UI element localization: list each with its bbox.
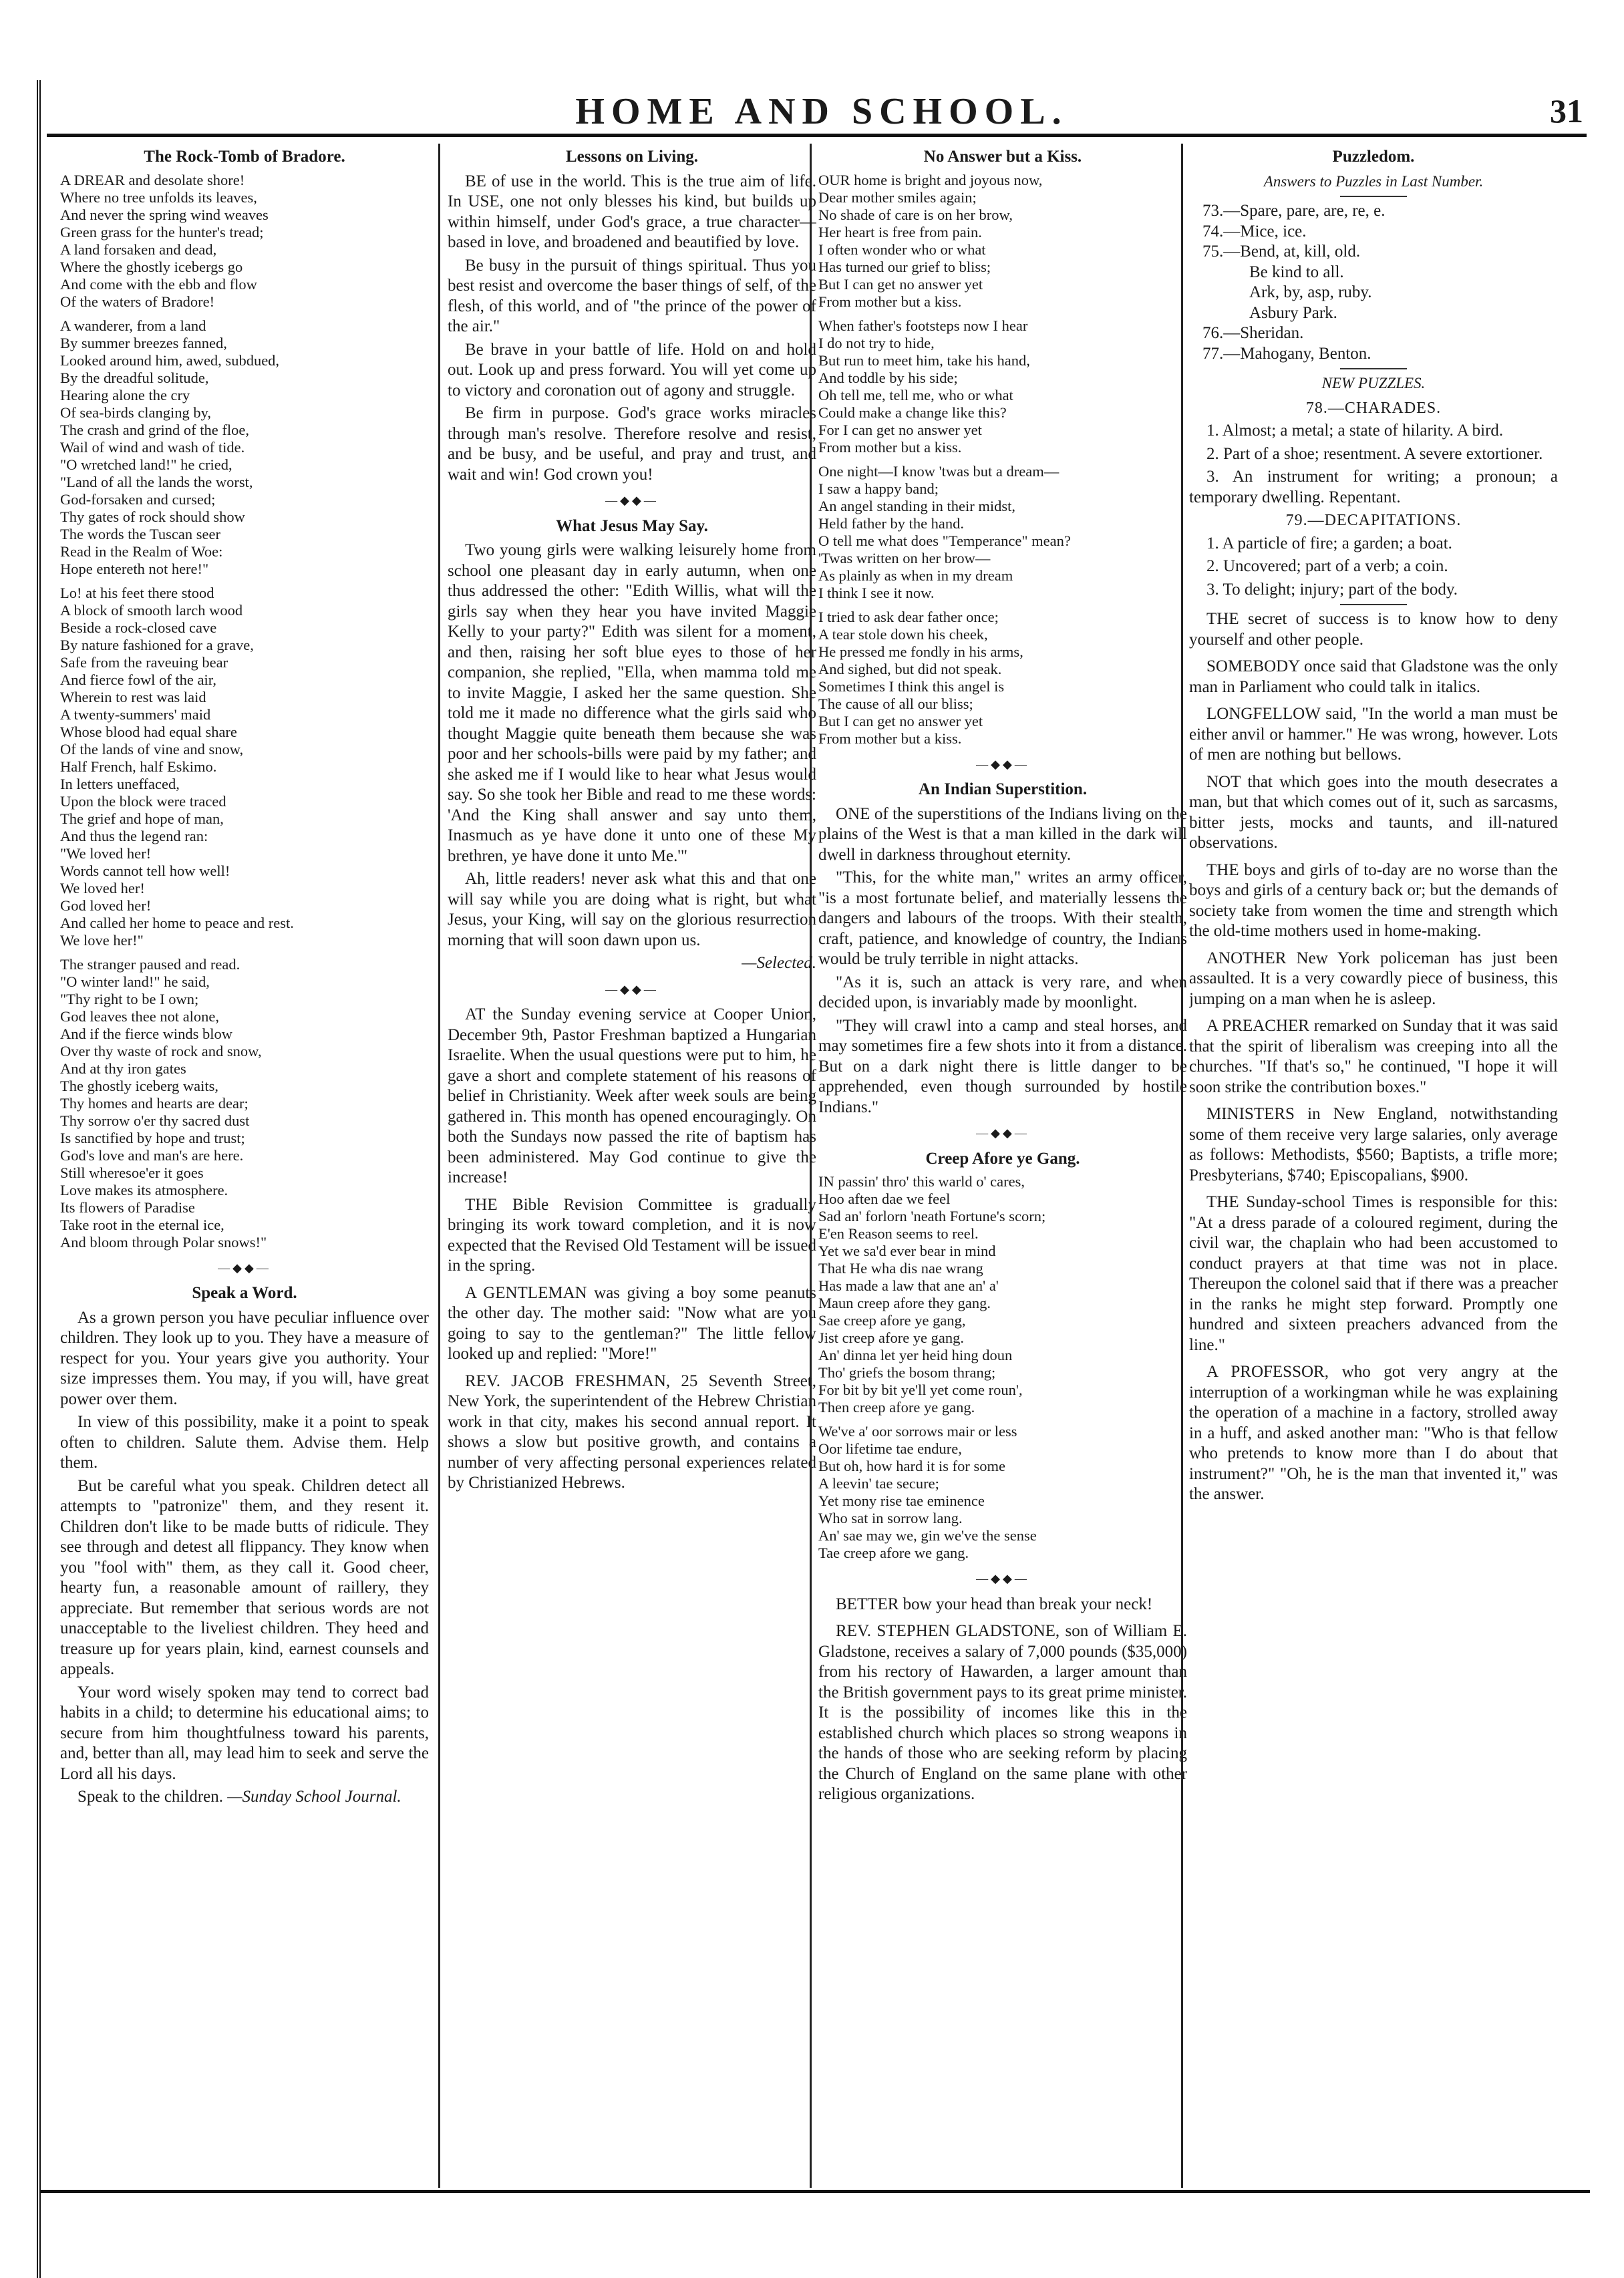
verse-line: Sad an' forlorn 'neath Fortune's scorn;: [818, 1208, 1046, 1225]
verse-line: Tho' griefs the bosom thrang;: [818, 1364, 996, 1381]
masthead: [60, 90, 1583, 130]
puzzledom-title: Puzzledom.: [1332, 148, 1415, 166]
verse-line: The cause of all our bliss;: [818, 695, 973, 712]
kiss-stanza-1: [818, 172, 1187, 311]
verse-line: For bit by bit ye'll yet come roun',: [818, 1381, 1023, 1398]
verse-line: Is sanctified by hope and trust;: [60, 1129, 245, 1146]
kiss-stanza-4: [818, 609, 1187, 748]
column-3: [818, 147, 1187, 2184]
verse-line: Hope entereth not here!": [60, 560, 209, 577]
verse-line: Who sat in sorrow lang.: [818, 1510, 963, 1526]
rock-tomb-stanza-4: [60, 956, 429, 1251]
paragraph: In view of this possibility, make it a point to speak often to children. Salute them. Advise them. Help them.: [60, 1413, 429, 1472]
paragraph: Be firm in purpose. God's grace works miracles through man's resolve. Therefore resolve and resist, and be busy, and be useful, and pray and trust, and wait and win! God crown you!: [448, 404, 816, 484]
news-item: A PREACHER remarked on Sunday that it was said that the spirit of liberalism was creeping into all the churches. "If that's so," he continued, "I hope it will soon strike the contribution boxes.": [1189, 1017, 1558, 1096]
verse-line: Be kind to all.: [1249, 263, 1344, 281]
verse-line: Upon the block were traced: [60, 792, 226, 810]
verse-line: Safe from the raveuing bear: [60, 653, 228, 671]
jesus-credit: [448, 953, 816, 974]
column-2-items: [448, 1005, 816, 1494]
verse-line: Thy sorrow o'er thy sacred dust: [60, 1112, 250, 1129]
verse-line: A DREAR and desolate shore!: [60, 171, 245, 188]
verse-line: I think I see it now.: [818, 584, 935, 601]
verse-line: Has made a law that ane an' a': [818, 1277, 999, 1294]
verse-line: An' dinna let yer heid hing doun: [818, 1347, 1013, 1363]
masthead-title: HOME AND SCHOOL.: [575, 91, 1068, 132]
decapitations-heading: 79.—DECAPITATIONS.: [1285, 512, 1462, 529]
column-4-items: [1189, 609, 1558, 1505]
news-item: REV. JACOB FRESHMAN, 25 Seventh Street, New York, the superintendent of the Hebrew Christian work in that city, makes his second annual report. It shows a slow but positive growth, and contains a number of very affecting personal experiences related by Christianized Hebrews.: [448, 1371, 816, 1492]
verse-line: Of the waters of Bradore!: [60, 293, 215, 310]
speak-word-title: Speak a Word.: [192, 1284, 297, 1302]
rock-tomb-stanza-2: [60, 317, 429, 578]
short-rule: [1340, 196, 1407, 197]
kiss-stanza-3: [818, 463, 1187, 602]
speak-word-credit: —Sunday School Journal.: [227, 1788, 401, 1806]
verse-line: No shade of care is on her brow,: [818, 206, 1013, 223]
verse-line: Then creep afore ye gang.: [818, 1399, 975, 1416]
verse-line: Looked around him, awed, subdued,: [60, 351, 280, 369]
creep-title: Creep Afore ye Gang.: [925, 1149, 1080, 1168]
verse-line: That He wha dis nae wrang: [818, 1260, 983, 1277]
verse-line: We love her!": [60, 931, 144, 949]
section-ornament: —◆◆—: [976, 1126, 1029, 1140]
verse-line: Of sea-birds clanging by,: [60, 403, 211, 421]
verse-line: God-forsaken and cursed;: [60, 490, 216, 508]
verse-line: Wail of wind and wash of tide.: [60, 438, 245, 456]
verse-line: Still wheresoe'er it goes: [60, 1164, 204, 1181]
verse-line: And toddle by his side;: [818, 369, 958, 386]
verse-line: Wherein to rest was laid: [60, 688, 206, 705]
verse-line: Beside a rock-closed cave: [60, 619, 217, 636]
verse-line: We've a' oor sorrows mair or less: [818, 1423, 1017, 1440]
verse-line: The words the Tuscan seer: [60, 525, 220, 542]
bottom-rule: [40, 2190, 1590, 2193]
indian-title: An Indian Superstition.: [918, 780, 1088, 798]
verse-line: When father's footsteps now I hear: [818, 317, 1028, 334]
verse-line: Ark, by, asp, ruby.: [1249, 283, 1372, 301]
verse-line: Love makes its atmosphere.: [60, 1181, 228, 1198]
verse-line: An' sae may we, gin we've the sense: [818, 1527, 1037, 1544]
closing-text: Speak to the children.: [77, 1788, 223, 1806]
verse-line: "Thy right to be I own;: [60, 990, 199, 1007]
verse-line: But oh, how hard it is for some: [818, 1458, 1005, 1474]
verse-line: Maun creep afore they gang.: [818, 1295, 991, 1311]
answers-list: [1189, 201, 1558, 364]
verse-line: "We loved her!: [60, 844, 152, 862]
verse-line: Her heart is free from pain.: [818, 223, 982, 240]
answers-heading: Answers to Puzzles in Last Number.: [1263, 172, 1484, 190]
paragraph: Two young girls were walking leisurely home from school one pleasant day in early autumn, when one thus addressed the other: "Edith Willis, what will the girls say when they hear you have invited Maggie Kelly to your party?" Edith was silent for a moment, and then, raising her soft blue eyes to those of her companion, she replied, "Ella, when mamma told me to invite Maggie, I asked her the same question. She told me it made no difference what the girls said who thought Maggie quite beneath them because she was poor and her schools-bills were paid by my father; and she asked me if I would like to hear what Jesus would say. So she took her Bible and read to me these words: 'And the King shall answer and say unto them, Inasmuch as ye have done it unto one of these My brethren, ye have done it unto Me.'": [448, 541, 816, 865]
paragraph: 1. A particle of fire; a garden; a boat.: [1206, 534, 1452, 552]
verse-line: Green grass for the hunter's tread;: [60, 223, 264, 240]
verse-line: E'en Reason seems to reel.: [818, 1225, 979, 1242]
section-ornament: —◆◆—: [605, 494, 659, 507]
verse-line: 'Twas written on her brow—: [818, 549, 991, 566]
verse-line: But I can get no answer yet: [818, 712, 983, 729]
paragraph: 2. Part of a shoe; resentment. A severe extortioner.: [1206, 444, 1543, 463]
news-item: THE secret of success is to know how to deny yourself and other people.: [1189, 610, 1558, 649]
verse-line: 74.—Mice, ice.: [1202, 222, 1307, 240]
verse-line: Has turned our grief to bliss;: [818, 258, 991, 275]
verse-line: Over thy waste of rock and snow,: [60, 1042, 262, 1060]
column-3-items: [818, 1595, 1187, 1805]
new-puzzles-heading: NEW PUZZLES.: [1321, 375, 1426, 391]
news-item: MINISTERS in New England, notwithstanding some of them receive very large salaries, only average as follows: Methodists, $560; Baptists, a trifle more; Presbyterians, $740; Episcopalians, $900.: [1189, 1105, 1558, 1184]
verse-line: 75.—Bend, at, kill, old.: [1202, 242, 1361, 261]
verse-line: And sighed, but did not speak.: [818, 660, 1002, 677]
decapitations-list: [1189, 534, 1558, 601]
page-number: 31: [1550, 92, 1583, 130]
verse-line: Where the ghostly icebergs go: [60, 258, 243, 275]
masthead-rule: [47, 134, 1587, 137]
speak-word-body: [60, 1308, 429, 1785]
section-ornament: —◆◆—: [976, 757, 1029, 771]
verse-line: And thus the legend ran:: [60, 827, 208, 844]
news-item: REV. STEPHEN GLADSTONE, son of William E. Gladstone, receives a salary of 7,000 pounds ($35,000) from his rectory of Hawarden, a larger amount than the British government pays to its great prime minister. It is the possibility of incomes like this in the established church which places so strong weapons in the hands of those who are seeking reform by placing the Church of England on the same plane with other religious organizations.: [818, 1622, 1187, 1803]
verse-line: The stranger paused and read.: [60, 955, 240, 973]
paragraph: 3. To delight; injury; part of the body.: [1206, 580, 1458, 599]
verse-line: Whose blood had equal share: [60, 723, 237, 740]
short-rule: [1340, 604, 1407, 605]
verse-line: I tried to ask dear father once;: [818, 608, 999, 625]
verse-line: Words cannot tell how well!: [60, 862, 230, 879]
verse-line: Hoo aften dae we feel: [818, 1190, 951, 1207]
news-item: THE boys and girls of to-day are no worse than the boys and girls of a century back or; but the demands of society take from women the time and strength which the old-time mothers used in home-making.: [1189, 860, 1558, 940]
charades-list: [1189, 421, 1558, 508]
column-rule: [438, 144, 440, 2188]
verse-line: For I can get no answer yet: [818, 421, 982, 438]
verse-line: Oh tell me, tell me, who or what: [818, 386, 1013, 403]
news-item: BETTER bow your head than break your neck!: [836, 1595, 1153, 1613]
paragraph: "They will crawl into a camp and steal horses, and may sometimes fire a few shots into it from a distance. But on a dark night there is little danger to be apprehended, even though surrounded by hostile Indians.": [818, 1016, 1187, 1116]
rock-tomb-title: The Rock-Tomb of Bradore.: [144, 148, 345, 166]
verse-line: And called her home to peace and rest.: [60, 914, 294, 931]
verse-line: Jist creep afore ye gang.: [818, 1329, 965, 1346]
verse-line: Thy gates of rock should show: [60, 508, 245, 525]
news-item: AT the Sunday evening service at Cooper Union, December 9th, Pastor Freshman baptized a Hungarian Israelite. When the usual questions were put to him, he gave a short and complete statement of his reasons of belief in Christianity. Week after week souls are being gathered in. This month has opened encouragingly. On both the Sundays now passed the rite of baptism has been administered. May God continue to give the increase!: [448, 1005, 816, 1186]
verse-line: Sometimes I think this angel is: [818, 677, 1005, 695]
news-item: THE Bible Revision Committee is gradually bringing its work toward completion, and it is now expected that the Revised Old Testament will be issued in the spring.: [448, 1195, 816, 1275]
verse-line: In letters uneffaced,: [60, 775, 180, 792]
verse-line: But I can get no answer yet: [818, 275, 983, 293]
verse-line: We loved her!: [60, 879, 145, 897]
verse-line: Could make a change like this?: [818, 403, 1007, 421]
verse-line: OUR home is bright and joyous now,: [818, 171, 1043, 188]
verse-line: I do not try to hide,: [818, 334, 935, 351]
verse-line: Thy homes and hearts are dear;: [60, 1094, 249, 1112]
verse-line: And fierce fowl of the air,: [60, 671, 216, 688]
verse-line: "O wretched land!" he cried,: [60, 456, 232, 473]
verse-line: Its flowers of Paradise: [60, 1198, 195, 1216]
verse-line: Oor lifetime tae endure,: [818, 1440, 962, 1457]
section-ornament: —◆◆—: [218, 1261, 271, 1275]
verse-line: Sae creep afore ye gang,: [818, 1312, 966, 1329]
paragraph: Be brave in your battle of life. Hold on and hold out. Look up and press forward. You will yet come up to victory and coronation out of agony and struggle.: [448, 340, 816, 399]
section-ornament: —◆◆—: [605, 982, 659, 996]
verse-line: God loved her!: [60, 897, 152, 914]
news-item: SOMEBODY once said that Gladstone was the only man in Parliament who could talk in italics.: [1189, 657, 1558, 696]
lessons-body: [448, 172, 816, 486]
verse-line: Yet mony rise tae eminence: [818, 1492, 985, 1509]
news-item: ANOTHER New York policeman has just been assaulted. It is a very cowardly piece of business, this jumping on a man when he is asleep.: [1189, 949, 1558, 1008]
verse-line: But run to meet him, take his hand,: [818, 351, 1030, 369]
column-2: [448, 147, 816, 2184]
verse-line: "Land of all the lands the worst,: [60, 473, 253, 490]
verse-line: Tae creep afore we gang.: [818, 1544, 969, 1561]
paragraph: But be careful what you speak. Children detect all attempts to "patronize" them, and they resent it. Children don't like to be made butts of ridicule. They see through and detest all flippancy. They know when you "fool with" them, as they call it. Good cheer, hearty fun, a reasonable amount of raillery, they appreciate. But remember that serious words are not unacceptable to the liveliest children. They heed and treasure up for years plain, kind, earnest counsels and appeals.: [60, 1476, 429, 1678]
verse-line: Asbury Park.: [1249, 303, 1337, 322]
paragraph: "As it is, such an attack is very rare, and when decided upon, is invariably made by moonlight.: [818, 973, 1187, 1011]
verse-line: Half French, half Eskimo.: [60, 758, 217, 775]
paragraph: As a grown person you have peculiar influence over children. They look up to you. They have a measure of respect for you. Your years give you authority. Your size impresses them. You may, if you will, have great power over them.: [60, 1308, 429, 1408]
page-edge-rule: [37, 80, 41, 2278]
verse-line: I saw a happy band;: [818, 480, 939, 497]
rock-tomb-stanza-3: [60, 585, 429, 949]
column-1: [60, 147, 429, 2184]
verse-line: The crash and grind of the floe,: [60, 421, 250, 438]
paragraph: ONE of the superstitions of the Indians living on the plains of the West is that a man killed in the dark will dwell in darkness throughout eternity.: [818, 804, 1187, 864]
verse-line: From mother but a kiss.: [818, 438, 962, 456]
paragraph: Your word wisely spoken may tend to correct bad habits in a child; to determine his educational aims; to secure from him thoughtfulness toward his parents, and, better than all, may lead him to seek and serve the Lord all his days.: [60, 1683, 429, 1783]
verse-line: One night—I know 'twas but a dream—: [818, 462, 1060, 480]
verse-line: O tell me what does "Temperance" mean?: [818, 532, 1071, 549]
jesus-body: [448, 540, 816, 951]
verse-line: 76.—Sheridan.: [1202, 324, 1304, 342]
short-rule: [1340, 368, 1407, 369]
lessons-title: Lessons on Living.: [566, 148, 698, 166]
verse-line: IN passin' thro' this warld o' cares,: [818, 1173, 1025, 1190]
verse-line: From mother but a kiss.: [818, 729, 962, 747]
news-item: NOT that which goes into the mouth desecrates a man, but that which comes out of it, such as sarcasms, bitter jests, mocks and taunts, and ill-natured observations.: [1189, 772, 1558, 852]
credit-text: —Selected.: [742, 954, 816, 972]
verse-line: By the dreadful solitude,: [60, 369, 209, 386]
verse-line: And at thy iron gates: [60, 1060, 186, 1077]
verse-line: A twenty-summers' maid: [60, 705, 211, 723]
verse-line: And come with the ebb and flow: [60, 275, 257, 293]
verse-line: "O winter land!" he said,: [60, 973, 210, 990]
speak-word-closing: [60, 1787, 429, 1808]
paragraph: 3. An instrument for writing; a pronoun; a temporary dwelling. Repentant.: [1189, 468, 1558, 506]
verse-line: He pressed me fondly in his arms,: [818, 643, 1023, 660]
news-item: A PROFESSOR, who got very angry at the interruption of a workingman while he was explaining the operation of a machine in a factory, strolled away in a huff, and asked another man: "Who is that fellow who pretends to know more than I do about that instrument?" "Oh, he is the man that invented it," was the answer.: [1189, 1363, 1558, 1503]
paragraph: Ah, little readers! never ask what this and that one will say while you are doing what is right, but what Jesus, your King, will say on the glorious resurrection morning that will soon dawn upon us.: [448, 870, 816, 949]
news-item: THE Sunday-school Times is responsible for this: "At a dress parade of a coloured regiment, during the civil war, the chaplain who had been accustomed to conduct prayers at that time was not in place. Thereupon the colonel said that if there was a preacher in the ranks he might step forward. Promptly one hundred and sixteen preachers advanced from the line.": [1189, 1193, 1558, 1354]
verse-line: The grief and hope of man,: [60, 810, 224, 827]
verse-line: By nature fashioned for a grave,: [60, 636, 254, 653]
paragraph: 2. Uncovered; part of a verb; a coin.: [1206, 557, 1448, 575]
verse-line: 73.—Spare, pare, are, re, e.: [1202, 202, 1386, 220]
paragraph: Be busy in the pursuit of things spiritual. Thus you best resist and overcome the baser things of self, of the flesh, of this world, and of "the prince of the power of the air.": [448, 256, 816, 335]
kiss-title: No Answer but a Kiss.: [923, 148, 1082, 166]
verse-line: God leaves thee not alone,: [60, 1007, 220, 1025]
verse-line: And if the fierce winds blow: [60, 1025, 233, 1042]
kiss-stanza-2: [818, 317, 1187, 456]
verse-line: The ghostly iceberg waits,: [60, 1077, 219, 1094]
verse-line: And never the spring wind weaves: [60, 206, 269, 223]
section-ornament: —◆◆—: [976, 1572, 1029, 1585]
verse-line: As plainly as when in my dream: [818, 566, 1013, 584]
creep-stanza-1: [818, 1173, 1187, 1416]
verse-line: From mother but a kiss.: [818, 293, 962, 310]
verse-line: Where no tree unfolds its leaves,: [60, 188, 257, 206]
column-4: [1189, 147, 1558, 2184]
news-item: A GENTLEMAN was giving a boy some peanuts the other day. The mother said: "Now what are you going to say to the gentleman?" The little fellow looked up and replied: "More!": [448, 1283, 816, 1363]
verse-line: God's love and man's are here.: [60, 1146, 244, 1164]
verse-line: A tear stole down his cheek,: [818, 625, 988, 643]
verse-line: An angel standing in their midst,: [818, 497, 1015, 514]
paragraph: BE of use in the world. This is the true aim of life. In USE, one not only blesses his kind, but builds up within himself, under God's grace, a true character—based in love, and broadened and beautified by love.: [448, 172, 816, 251]
charades-heading: 78.—CHARADES.: [1305, 399, 1442, 417]
verse-line: Hearing alone the cry: [60, 386, 190, 403]
indian-body: [818, 804, 1187, 1118]
verse-line: Of the lands of vine and snow,: [60, 740, 244, 758]
creep-stanza-2: [818, 1423, 1187, 1562]
verse-line: Dear mother smiles again;: [818, 188, 977, 206]
verse-line: Read in the Realm of Woe:: [60, 542, 223, 560]
verse-line: 77.—Mahogany, Benton.: [1202, 344, 1371, 363]
verse-line: And bloom through Polar snows!": [60, 1233, 267, 1251]
verse-line: Lo! at his feet there stood: [60, 584, 214, 601]
paragraph: 1. Almost; a metal; a state of hilarity. A bird.: [1206, 422, 1504, 440]
verse-line: A leevin' tae secure;: [818, 1475, 939, 1492]
verse-line: I often wonder who or what: [818, 240, 986, 258]
paragraph: "This, for the white man," writes an army officer, "is a most fortunate belief, and materially lessens the dangers and labours of the troops. With their stealth, craft, patience, and knowledge of country, the Indians would be truly terrible in night attacks.: [818, 868, 1187, 968]
verse-line: A block of smooth larch wood: [60, 601, 243, 619]
rock-tomb-stanza-1: [60, 172, 429, 311]
verse-line: A wanderer, from a land: [60, 317, 206, 334]
jesus-title: What Jesus May Say.: [556, 516, 708, 535]
verse-line: Take root in the eternal ice,: [60, 1216, 224, 1233]
verse-line: By summer breezes fanned,: [60, 334, 227, 351]
news-item: LONGFELLOW said, "In the world a man must be either anvil or hammer." He was wrong, however. Lots of men are nothing but bellows.: [1189, 705, 1558, 764]
verse-line: A land forsaken and dead,: [60, 240, 217, 258]
verse-line: Yet we sa'd ever bear in mind: [818, 1243, 996, 1259]
verse-line: Held father by the hand.: [818, 514, 965, 532]
